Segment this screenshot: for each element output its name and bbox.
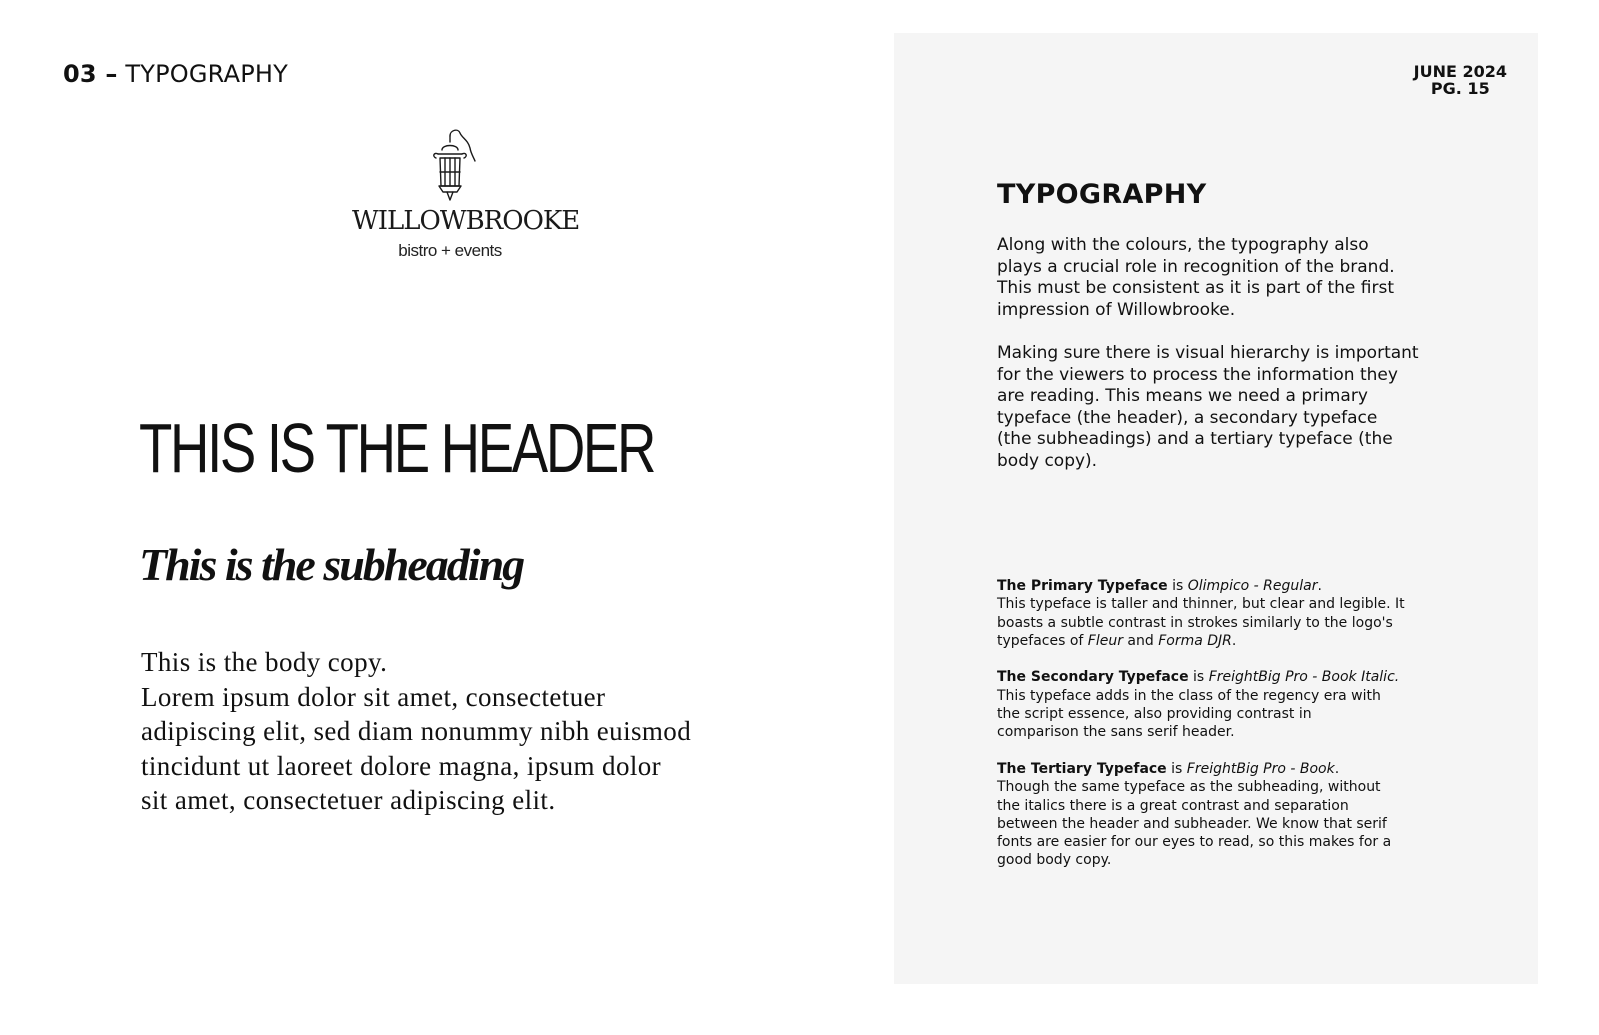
typeface-font-name: Olimpico - Regular bbox=[1187, 578, 1318, 594]
body-line: This is the body copy. bbox=[141, 647, 388, 677]
intro-line: This must be consistent as it is part of the first bbox=[997, 278, 1395, 299]
intro-line: Along with the colours, the typography also bbox=[997, 235, 1369, 255]
typeface-label: The Secondary Typeface bbox=[997, 669, 1189, 686]
intro-line: body copy). bbox=[997, 450, 1098, 471]
description-text: typefaces of bbox=[997, 632, 1088, 649]
logo-wordmark: WILLOWBROOKE bbox=[352, 206, 580, 236]
primary-typeface bbox=[997, 577, 1437, 650]
intro-text bbox=[997, 235, 1437, 494]
intro-line: typeface (the header), a secondary typeface bbox=[997, 407, 1378, 428]
typeface-font-name: FreightBig Pro - Book Italic. bbox=[1208, 669, 1400, 686]
intro-line: (the subheadings) and a tertiary typeface (the bbox=[997, 429, 1393, 450]
typeface-heading bbox=[997, 577, 1437, 595]
typeface-description: This typeface adds in the class of the regency era with bbox=[997, 687, 1381, 704]
intro-line: for the viewers to process the information they bbox=[997, 364, 1398, 385]
connector-text: is bbox=[1188, 669, 1209, 686]
typeface-heading bbox=[997, 668, 1437, 686]
typeface-description: good body copy. bbox=[997, 852, 1112, 869]
typeface-description: This typeface is taller and thinner, but clear and legible. It bbox=[997, 596, 1405, 613]
typeface-description: comparison the sans serif header. bbox=[997, 724, 1235, 741]
brand-logo bbox=[352, 128, 580, 268]
intro-line: plays a crucial role in recognition of the brand. bbox=[997, 256, 1395, 277]
page-date: JUNE 2024 bbox=[1413, 62, 1507, 81]
connector-text: is bbox=[1167, 578, 1188, 594]
body-line: adipiscing elit, sed diam nonummy nibh euismod bbox=[141, 716, 692, 746]
intro-line: impression of Willowbrooke. bbox=[997, 299, 1236, 320]
typeface-description: fonts are easier for our eyes to read, so this makes for a bbox=[997, 834, 1392, 851]
typeface-label: The Primary Typeface bbox=[997, 578, 1168, 594]
font-name: Fleur bbox=[1087, 632, 1123, 649]
page-meta bbox=[1414, 63, 1507, 97]
logo-tagline: bistro + events bbox=[398, 241, 502, 260]
typeface-list bbox=[997, 577, 1437, 888]
sample-subheading: This is the subheading bbox=[139, 539, 524, 590]
intro-line: are reading. This means we need a primary bbox=[997, 386, 1368, 407]
connector-text: is bbox=[1166, 760, 1187, 777]
panel-title: TYPOGRAPHY bbox=[997, 179, 1207, 210]
body-line: Lorem ipsum dolor sit amet, consectetuer bbox=[141, 681, 606, 712]
sample-body-copy bbox=[141, 645, 761, 818]
typeface-description: between the header and subheader. We know that serif bbox=[997, 815, 1387, 832]
typeface-description: Though the same typeface as the subheading, without bbox=[997, 779, 1381, 796]
tertiary-typeface bbox=[997, 760, 1437, 870]
typeface-font-name: FreightBig Pro - Book bbox=[1186, 760, 1335, 777]
sample-header: THIS IS THE HEADER bbox=[139, 409, 655, 487]
typeface-description: boasts a subtle contrast in strokes similarly to the logo's bbox=[997, 614, 1393, 631]
typeface-description: the italics there is a great contrast and separation bbox=[997, 797, 1349, 814]
intro-paragraph bbox=[997, 235, 1437, 321]
intro-line: Making sure there is visual hierarchy is important bbox=[997, 342, 1419, 363]
lantern-icon bbox=[428, 128, 476, 204]
secondary-typeface bbox=[997, 668, 1437, 741]
typeface-description bbox=[997, 632, 1437, 650]
section-label bbox=[63, 60, 288, 88]
font-name: Forma DJR bbox=[1158, 632, 1232, 649]
connector-text: and bbox=[1122, 632, 1159, 649]
typeface-label: The Tertiary Typeface bbox=[997, 760, 1167, 777]
intro-paragraph bbox=[997, 343, 1437, 473]
typeface-heading bbox=[997, 760, 1437, 778]
section-number: 03 – bbox=[63, 60, 118, 88]
body-line: sit amet, consectetuer adipiscing elit. bbox=[141, 785, 556, 815]
punctuation: . bbox=[1334, 760, 1340, 777]
section-title: TYPOGRAPHY bbox=[125, 60, 288, 88]
punctuation: . bbox=[1231, 632, 1237, 649]
info-panel bbox=[894, 33, 1538, 984]
typeface-description: the script essence, also providing contrast in bbox=[997, 706, 1312, 723]
punctuation: . bbox=[1317, 578, 1322, 594]
page-number: PG. 15 bbox=[1430, 79, 1490, 98]
body-line: tincidunt ut laoreet dolore magna, ipsum dolor bbox=[141, 750, 662, 781]
